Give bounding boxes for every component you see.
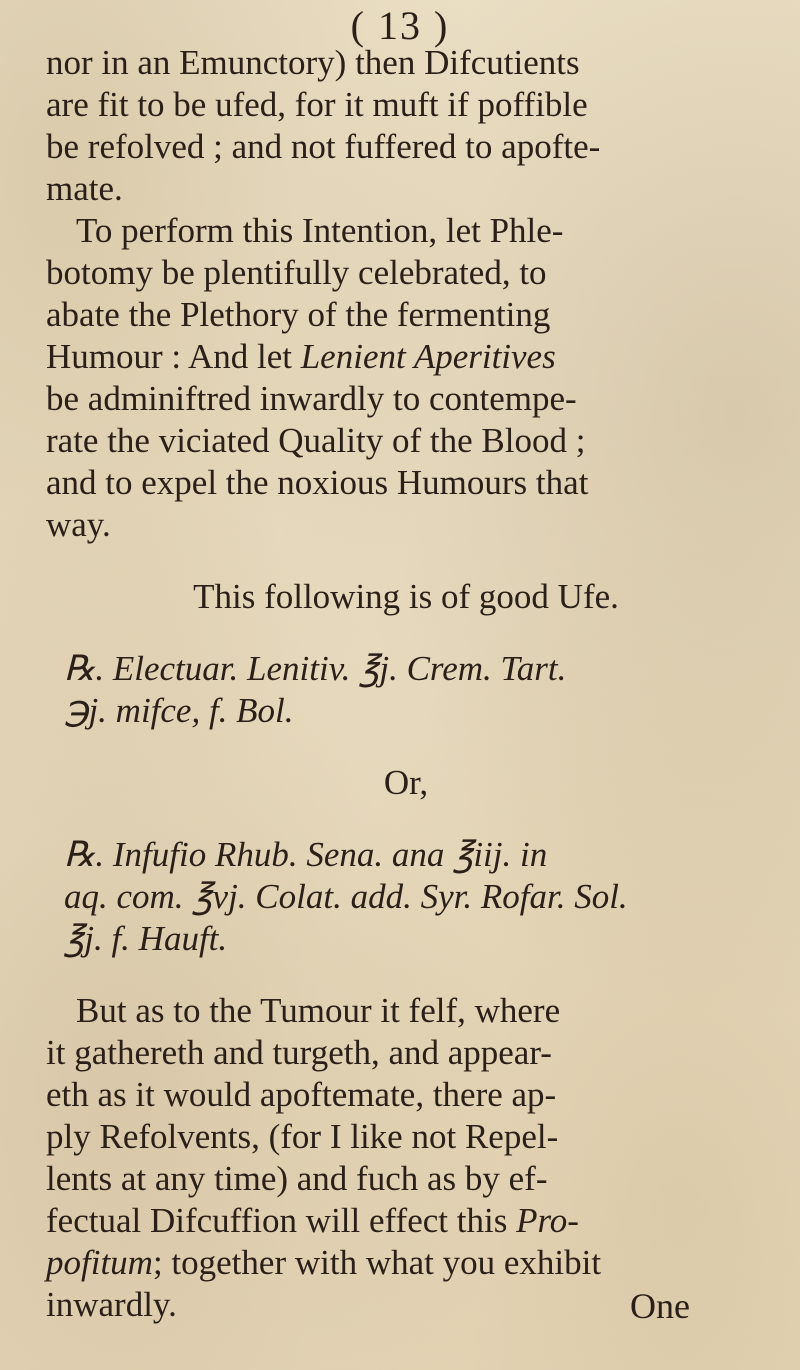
text-line (46, 1200, 766, 1242)
page-body (46, 42, 766, 1326)
text-span: fectual Difcuffion will effect this (46, 1201, 517, 1240)
text-line: To perform this Intention, let Phle- (76, 211, 564, 250)
section-heading: This following is of good Ufe. (193, 577, 619, 616)
paragraph-3 (46, 990, 766, 1326)
text-line: it gathereth and turgeth, and appear- (46, 1033, 552, 1072)
text-line: nor in an Emunctory) then Difcutients (46, 43, 580, 82)
text-line: be refolved ; and not fuffered to apofte- (46, 127, 601, 166)
text-line (46, 336, 766, 378)
text-line (46, 1242, 766, 1284)
or-label: Or, (383, 763, 429, 802)
catchword: One (630, 1286, 690, 1326)
paragraph-1 (46, 42, 766, 210)
recipe-line: ℞. Electuar. Lenitiv. ℥j. Crem. Tart. (64, 649, 567, 688)
text-line: ply Refolvents, (for I like not Repel- (46, 1117, 559, 1156)
recipe-line: ℥j. f. Hauft. (64, 919, 228, 958)
text-line: botomy be plentifully celebrated, to (46, 253, 547, 292)
page-number: ( 13 ) (350, 3, 450, 48)
text-line: eth as it would apoftemate, there ap- (46, 1075, 557, 1114)
text-span: ; together with what you exhibit (152, 1243, 602, 1282)
text-span: Humour : And let (46, 337, 301, 376)
recipe-1 (46, 648, 766, 732)
text-line: rate the viciated Quality of the Blood ; (46, 421, 586, 460)
text-line: are fit to be ufed, for it muft if poffible (46, 85, 588, 124)
text-line: mate. (46, 169, 123, 208)
recipe-line: aq. com. ℥vj. Colat. add. Syr. Rofar. Sol. (64, 877, 628, 916)
italic-span: Pro- (516, 1201, 579, 1240)
text-line: lents at any time) and fuch as by ef- (46, 1159, 548, 1198)
italic-span: pofitum (46, 1243, 153, 1282)
text-line: But as to the Tumour it felf, where (76, 991, 561, 1030)
recipe-line: ℞. Infufio Rhub. Sena. ana ℥iij. in (64, 835, 548, 874)
text-line: be adminiftred inwardly to contempe- (46, 379, 577, 418)
text-line: and to expel the noxious Humours that (46, 463, 589, 502)
text-line: way. (46, 505, 111, 544)
italic-span: Lenient Aperitives (300, 337, 556, 376)
text-line: abate the Plethory of the fermenting (46, 295, 551, 334)
paragraph-2 (46, 210, 766, 546)
recipe-line: ℈j. mifce, f. Bol. (64, 691, 294, 730)
text-line: inwardly. (46, 1285, 177, 1324)
recipe-2 (46, 834, 766, 960)
